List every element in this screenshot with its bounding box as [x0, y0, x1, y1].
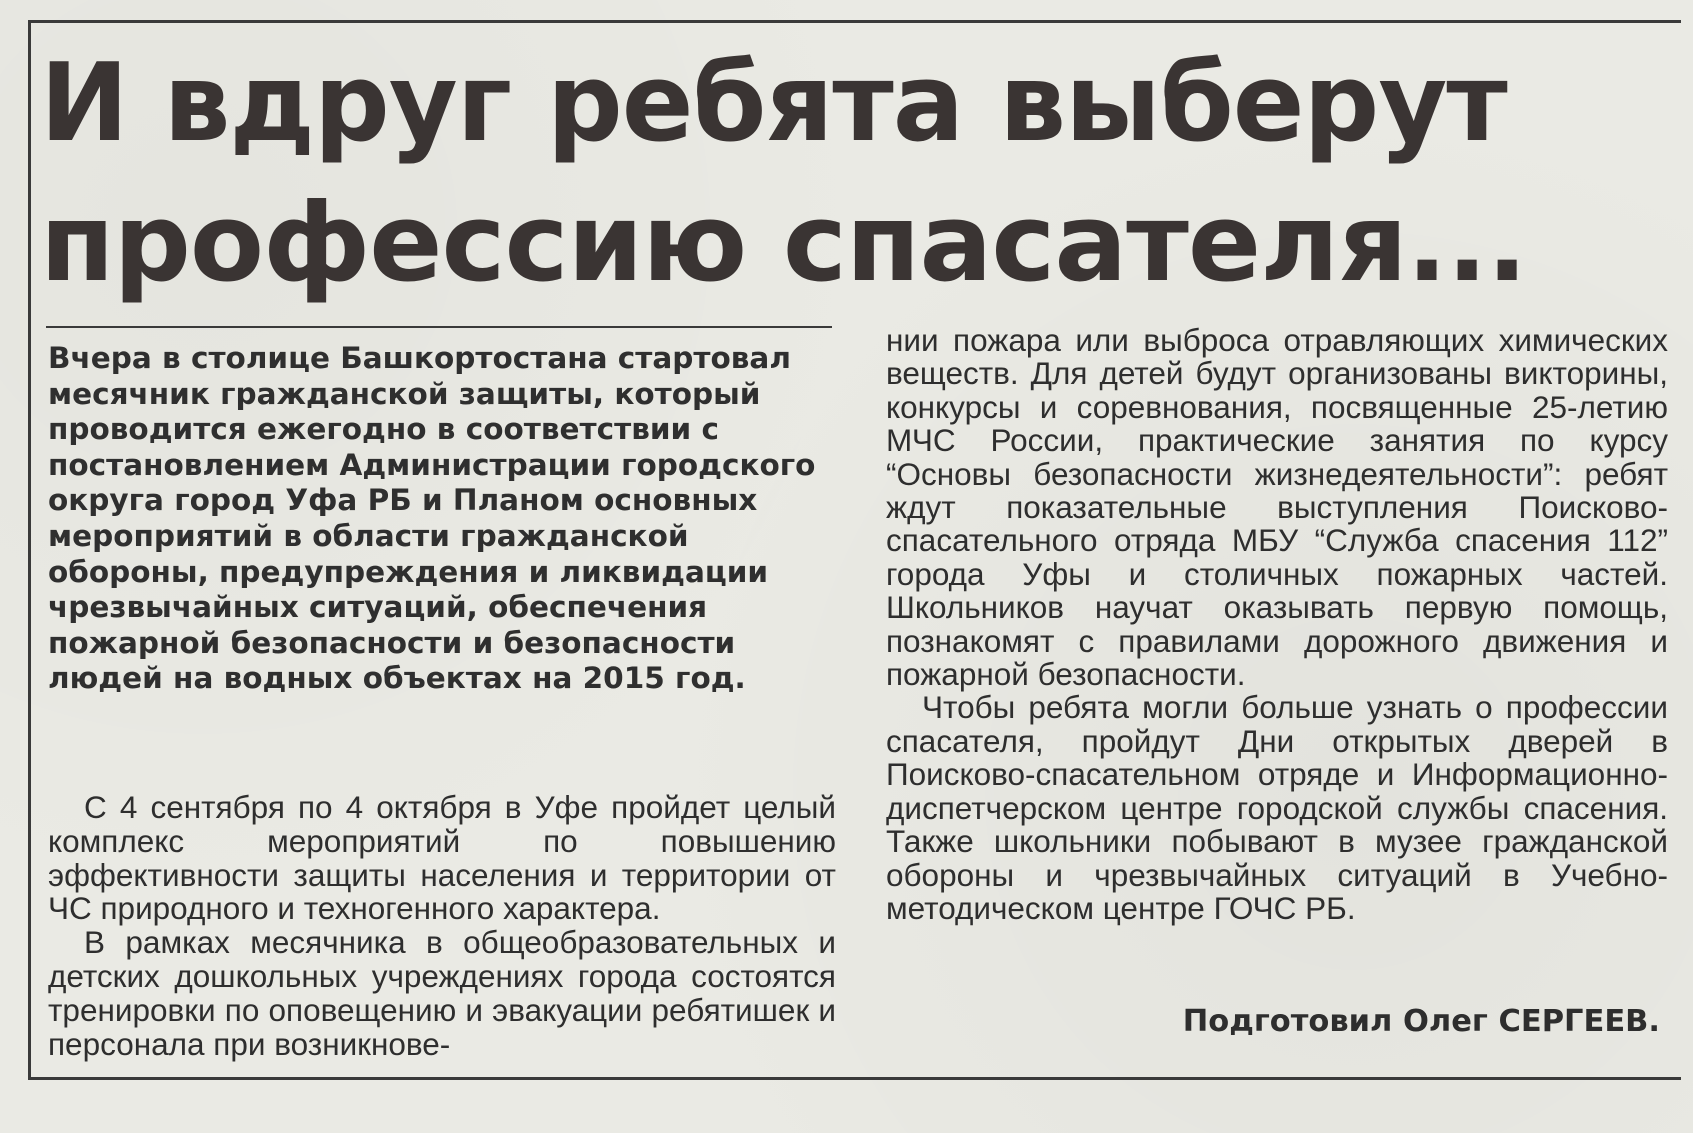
paragraph-training: В рамках месячника в общеобразовательных и детских дошкольных учреждениях города состоятся тренировки по оповещению и эвакуации ребятишек и персонала при возникнове- — [48, 924, 836, 1062]
paragraph-dates: С 4 сентября по 4 октября в Уфе пройдет целый комплекс мероприятий по повышению эффективности защиты населения и территории от ЧС природного и техногенного характера. — [48, 789, 836, 927]
headline-line-1: И вдруг ребята выберут — [40, 41, 1507, 166]
paragraph-open-days: Чтобы ребята могли больше узнать о профессии спасателя, пройдут Дни открытых дверей в Поисково-спасательном отряде и Информационно-диспетчерском центре городской службы спасения. Также школьники побывают в музее гражданской обороны и чрезвычайных ситуаций в Учебно-методическом центре ГОЧС РБ. — [886, 689, 1668, 926]
left-column — [48, 791, 836, 1061]
right-column — [886, 324, 1668, 925]
author-byline: Подготовил Олег СЕРГЕЕВ. — [1182, 1004, 1660, 1039]
lead-divider — [46, 326, 832, 328]
lead-paragraph: Вчера в столице Башкортостана стартовал месячник гражданской защиты, который проводится ежегодно в соответствии с постановлением Администрации городского округа город Уфа РБ и Планом основных мероприятий в области гражданской обороны, предупреждения и ликвидации чрезвычайных ситуаций, обеспечения пожарной безопасности и безопасности людей на водных объектах на 2015 год. — [48, 341, 816, 696]
paragraph-activities: нии пожара или выброса отравляющих химических веществ. Для детей будут организованы викторины, конкурсы и соревнования, посвященные 25-летию МЧС России, практические занятия по курсу “Основы безопасности жизнедеятельности”: ребят ждут показательные выступления Поисково-спасательного отряда МБУ “Служба спасения 112” города Уфы и столичных пожарных частей. Школьников научат оказывать первую помощь, познакомят с правилами дорожного движения и пожарной безопасности. — [886, 322, 1668, 693]
headline-line-2: профессию спасателя... — [40, 181, 1527, 306]
